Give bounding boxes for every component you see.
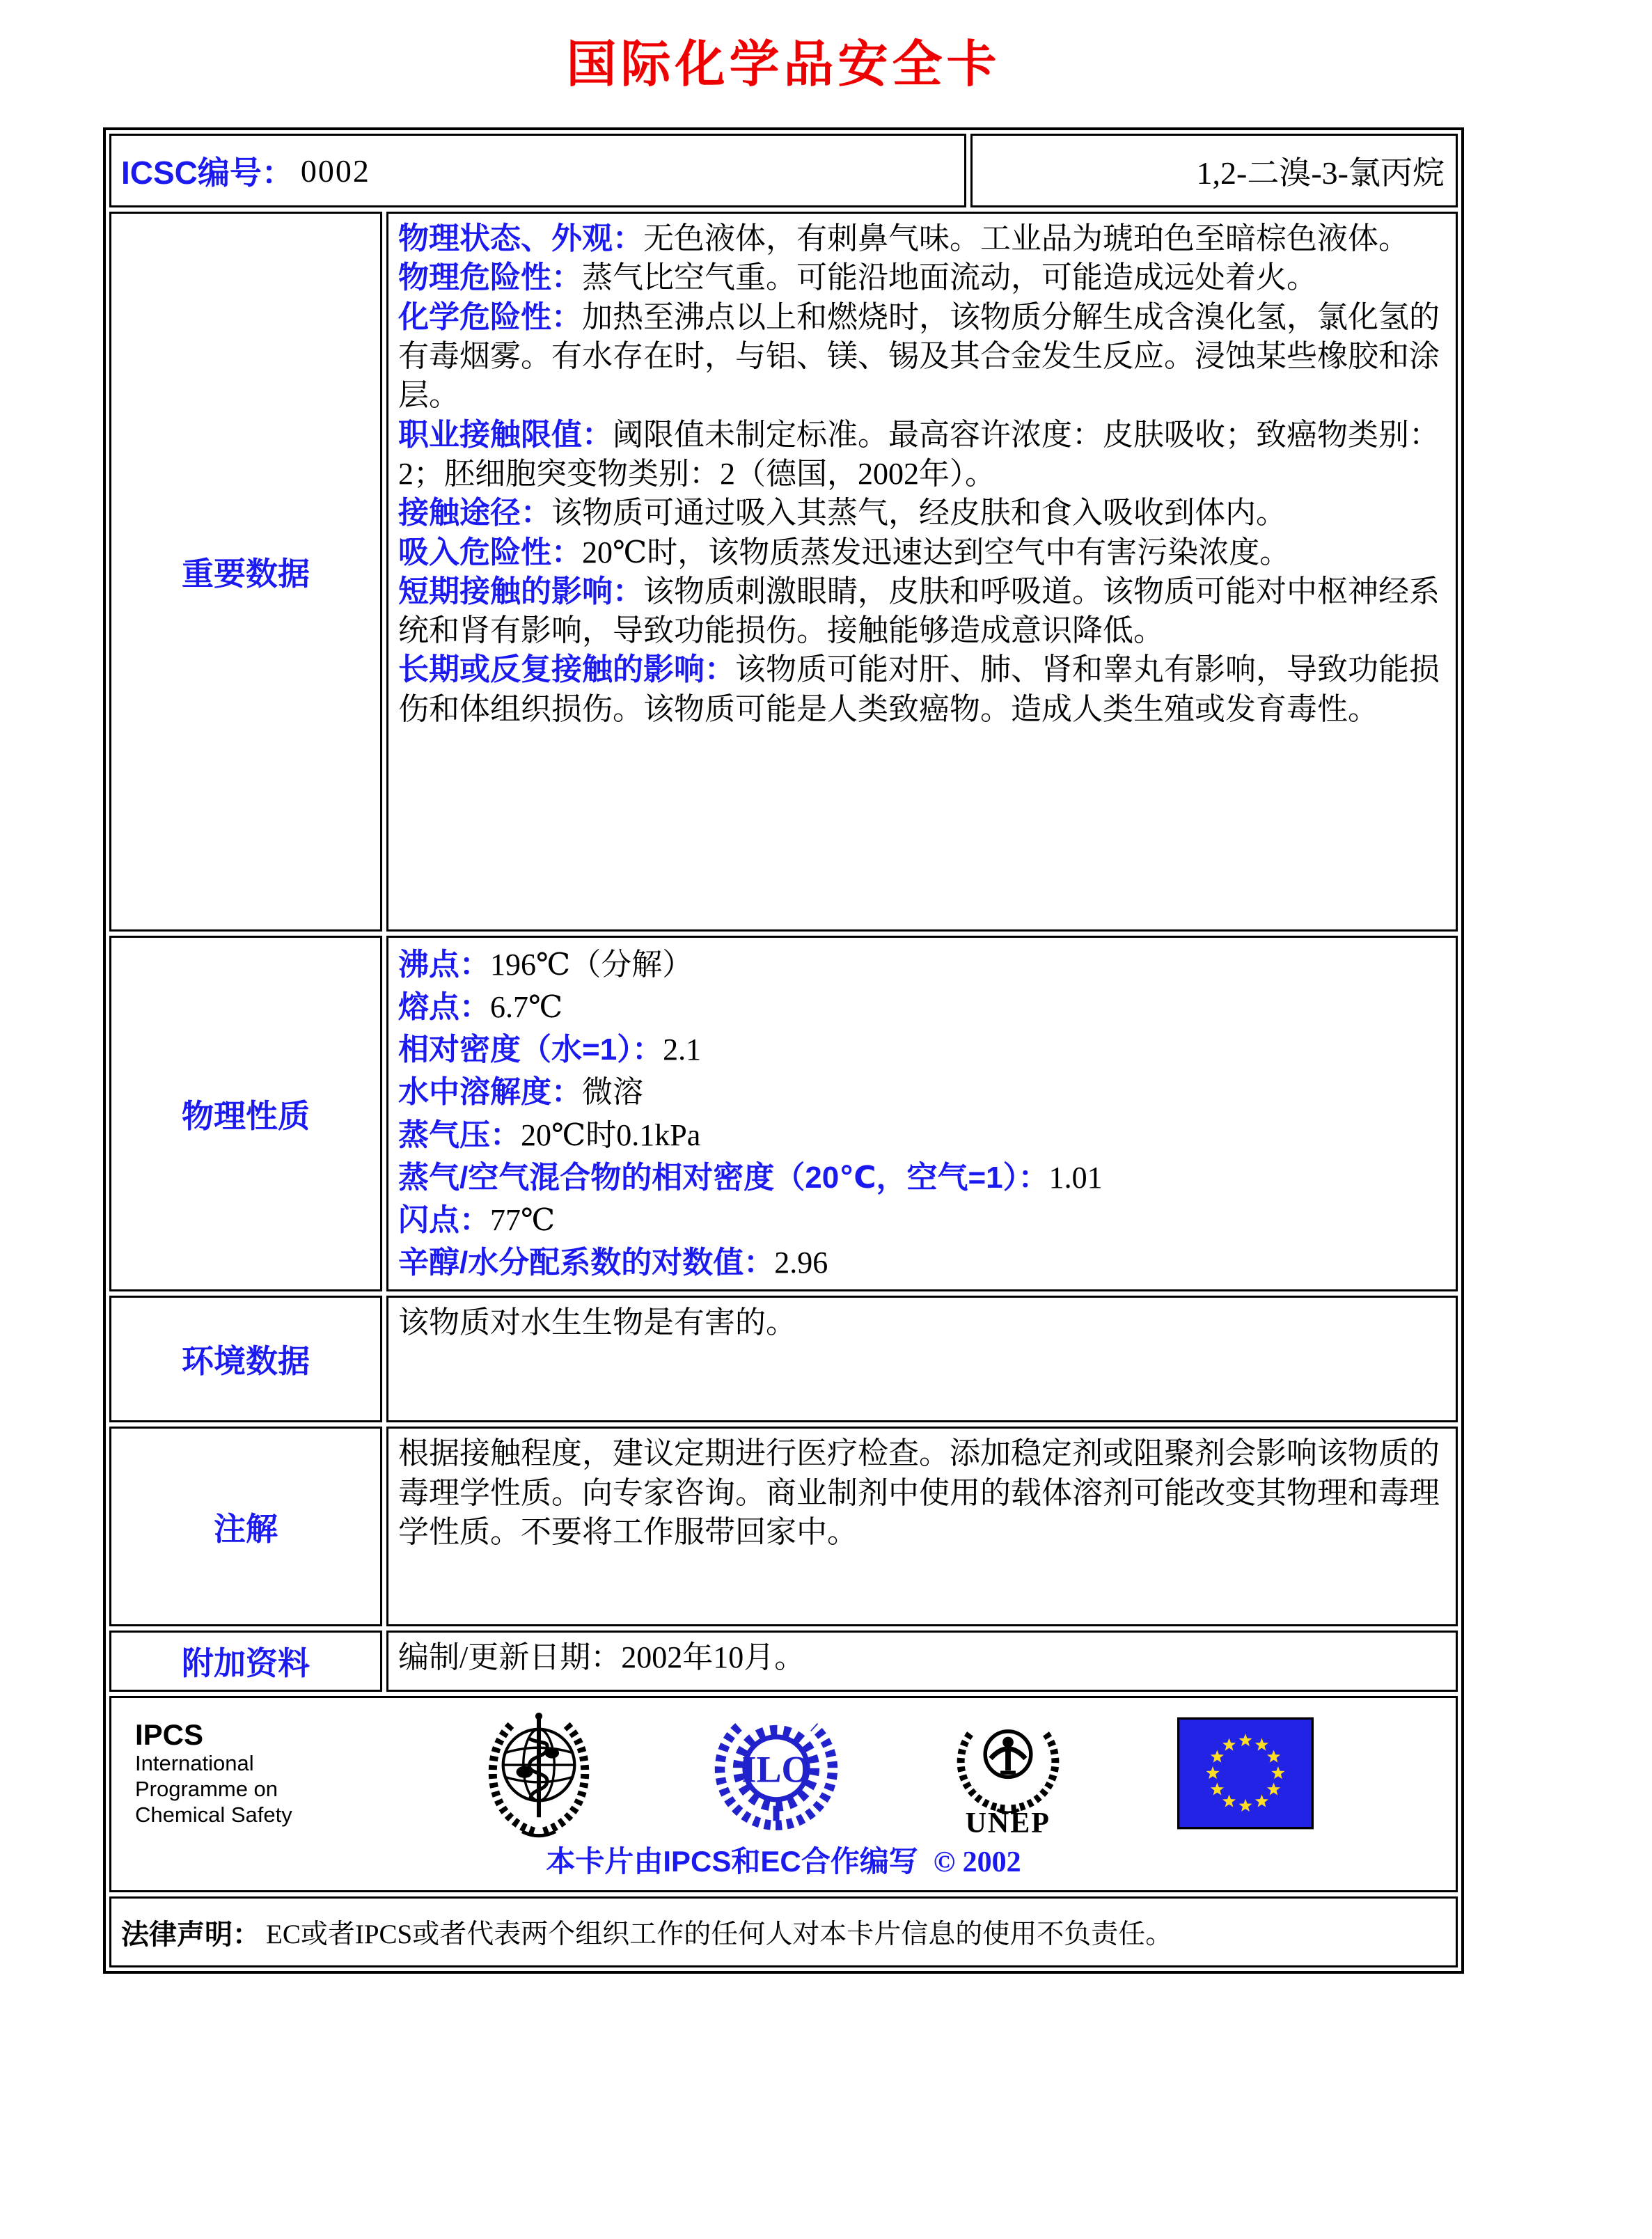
data-item — [398, 1434, 1443, 1552]
property-item — [398, 1071, 1443, 1113]
important-data-content — [386, 212, 1458, 932]
property-value: 微溶 — [582, 1075, 643, 1110]
page-title: 国际化学品安全卡 — [566, 34, 1001, 93]
chemical-name-cell — [970, 134, 1458, 207]
logos-row — [109, 1696, 1458, 1892]
property-label: 沸点： — [398, 948, 490, 982]
data-item — [398, 219, 1443, 258]
item-label: 长期或反复接触的影响： — [398, 652, 735, 687]
item-text: 蒸气比空气重。可能沿地面流动，可能造成远处着火。 — [582, 260, 1317, 295]
header-row — [109, 134, 1458, 207]
item-label: 物理状态、外观： — [398, 221, 643, 256]
eu-flag — [1177, 1717, 1314, 1830]
section-label-physical-properties: 物理性质 — [109, 936, 382, 1291]
property-value: 2.1 — [663, 1032, 702, 1067]
section-label-additional-info: 附加资料 — [109, 1631, 382, 1692]
environmental-data-content — [386, 1296, 1458, 1422]
property-label: 蒸气压： — [398, 1117, 521, 1152]
property-item — [398, 986, 1443, 1028]
notes-row — [109, 1427, 1458, 1626]
property-item — [398, 1114, 1443, 1156]
chemical-name: 1,2-二溴-3-氯丙烷 — [1196, 155, 1445, 191]
item-text: 该物质可通过吸入其蒸气，经皮肤和食入吸收到体内。 — [551, 496, 1287, 531]
property-value: 2.96 — [774, 1246, 828, 1280]
additional-info-content — [386, 1631, 1458, 1692]
unep-logo-icon — [953, 1708, 1063, 1813]
icsc-number-cell — [109, 134, 966, 207]
item-text: 该物质刺激眼睛，皮肤和呼吸道。该物质可能对中枢神经系统和肾有影响，导致功能损伤。接触能够造成意识降低。 — [398, 574, 1440, 648]
icsc-number-label: ICSC编号： — [121, 155, 294, 191]
property-label: 相对密度（水=1）： — [398, 1032, 663, 1067]
item-text: 该物质对水生生物是有害的。 — [398, 1305, 796, 1340]
data-item — [398, 572, 1443, 651]
property-label: 熔点： — [398, 990, 490, 1025]
property-item — [398, 1241, 1443, 1284]
item-label: 接触途径： — [398, 496, 551, 531]
data-item — [398, 1638, 1443, 1677]
ilo-logo-text: ILO — [741, 1748, 811, 1791]
unep-logo-text: UNEP — [965, 1807, 1051, 1840]
item-text: 无色液体，有刺鼻气味。工业品为琥珀色至暗棕色液体。 — [643, 221, 1409, 256]
property-label: 水中溶解度： — [398, 1075, 582, 1110]
data-item — [398, 298, 1443, 416]
section-label-notes: 注解 — [109, 1427, 382, 1626]
data-item — [398, 533, 1443, 572]
item-label: 职业接触限值： — [398, 417, 613, 452]
item-text: 加热至沸点以上和燃烧时，该物质分解生成含溴化氢，氯化氢的有毒烟雾。有水存在时，与铝、镁、锡及其合金发生反应。浸蚀某些橡胶和涂层。 — [398, 299, 1440, 413]
physical-properties-content — [386, 936, 1458, 1291]
property-item — [398, 1156, 1443, 1199]
property-label: 蒸气/空气混合物的相对密度（20℃，空气=1）： — [398, 1160, 1049, 1195]
ipcs-subtitle-line: Chemical Safety — [135, 1802, 292, 1827]
data-item — [398, 650, 1443, 729]
property-value: 196℃（分解） — [490, 948, 693, 982]
ipcs-title: IPCS — [135, 1718, 204, 1752]
item-text: 根据接触程度，建议定期进行医疗检查。添加稳定剂或阻聚剂会影响该物质的毒理学性质。向专家咨询。商业制剂中使用的载体溶剂可能改变其物理和毒理学性质。不要将工作服带回家中。 — [398, 1436, 1440, 1549]
legal-row — [109, 1896, 1458, 1967]
legal-cell — [109, 1896, 1458, 1967]
item-label: 物理危险性： — [398, 260, 582, 295]
section-label-important-data: 重要数据 — [109, 212, 382, 932]
ipcs-subtitle-line: Programme on — [135, 1777, 278, 1802]
notes-content — [386, 1427, 1458, 1626]
important-data-row — [109, 212, 1458, 932]
credit-line — [135, 1839, 1432, 1883]
who-logo-icon — [479, 1708, 599, 1839]
data-item — [398, 258, 1443, 297]
property-item — [398, 1199, 1443, 1241]
legal-label: 法律声明： — [121, 1919, 260, 1950]
data-item — [398, 416, 1443, 494]
property-value: 77℃ — [490, 1202, 556, 1237]
item-label: 短期接触的影响： — [398, 574, 643, 608]
icsc-card — [103, 127, 1464, 1974]
property-label: 辛醇/水分配系数的对数值： — [398, 1246, 775, 1280]
physical-properties-row — [109, 936, 1458, 1291]
copyright-text: © 2002 — [933, 1846, 1021, 1879]
environmental-data-row — [109, 1296, 1458, 1422]
item-text: 编制/更新日期：2002年10月。 — [398, 1640, 805, 1675]
ipcs-subtitle-line: International — [135, 1751, 254, 1776]
logos-strip — [135, 1708, 1432, 1839]
icsc-number-value: 0002 — [300, 152, 370, 189]
item-label: 吸入危险性： — [398, 535, 582, 569]
item-label: 化学危险性： — [398, 299, 582, 334]
item-text: 20℃时，该物质蒸发迅速达到空气中有害污染浓度。 — [582, 535, 1291, 569]
property-item — [398, 1028, 1443, 1071]
unep-logo-block — [953, 1708, 1063, 1838]
property-item — [398, 943, 1443, 986]
data-item — [398, 1303, 1443, 1342]
item-text: 该物质可能对肝、肺、肾和睾丸有影响，导致功能损伤和体组织损伤。该物质可能是人类致癌物。造成人类生殖或发育毒性。 — [398, 652, 1440, 726]
ilo-logo-icon — [714, 1711, 839, 1836]
credit-text: 本卡片由IPCS和EC合作编写 — [546, 1845, 918, 1878]
logos-cell — [109, 1696, 1458, 1892]
data-item — [398, 494, 1443, 533]
item-text: 阈限值未制定标准。最高容许浓度：皮肤吸收；致癌物类别：2；胚细胞突变物类别：2（德国，2002年）。 — [398, 417, 1440, 491]
section-label-environmental-data: 环境数据 — [109, 1296, 382, 1422]
property-value: 1.01 — [1048, 1160, 1103, 1195]
legal-text: EC或者IPCS或者代表两个组织工作的任何人对本卡片信息的使用不负责任。 — [266, 1919, 1173, 1950]
additional-info-row — [109, 1631, 1458, 1692]
ipcs-text-block — [135, 1719, 365, 1828]
property-label: 闪点： — [398, 1202, 490, 1237]
property-value: 20℃时0.1kPa — [521, 1117, 701, 1152]
property-value: 6.7℃ — [490, 990, 563, 1025]
